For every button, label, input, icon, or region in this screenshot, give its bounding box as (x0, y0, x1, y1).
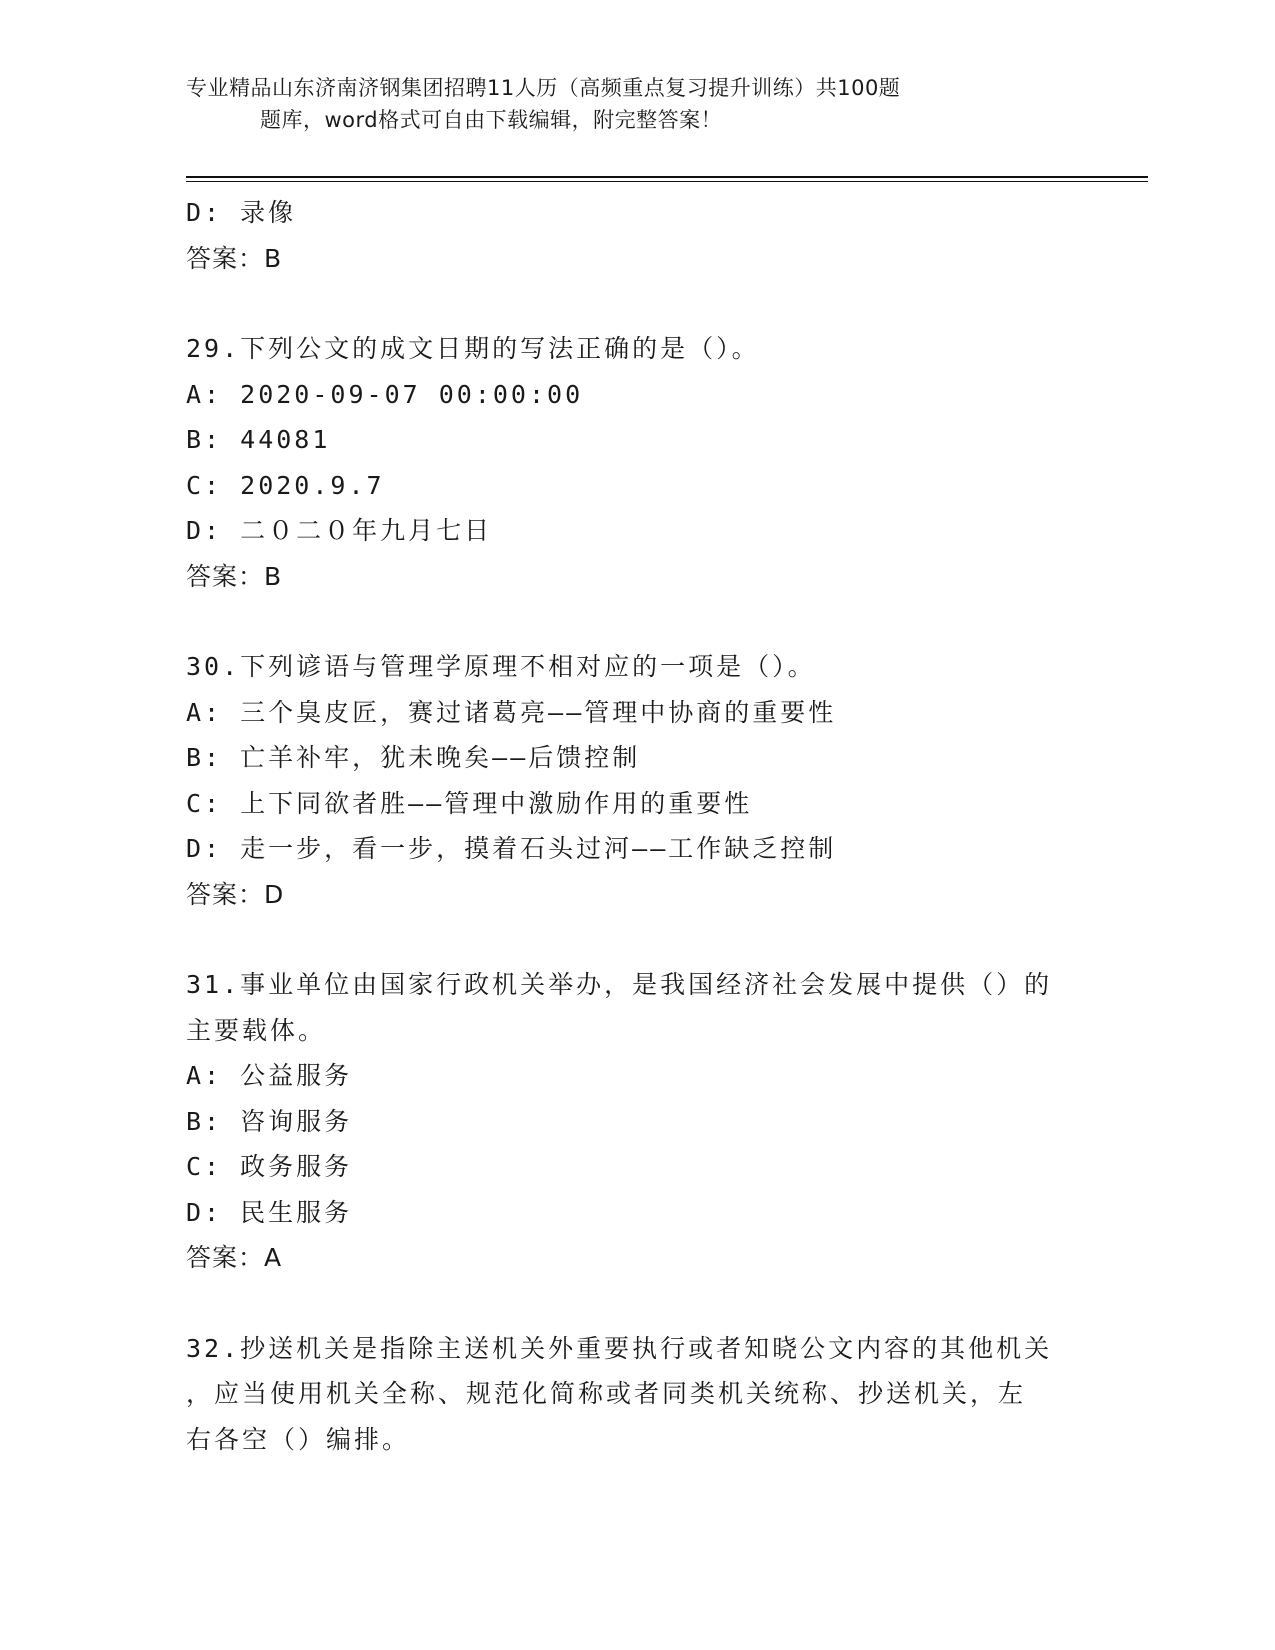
option-c: C: 政务服务 (186, 1152, 353, 1181)
header-title-line2: 题库，word格式可自由下载编辑，附完整答案！ (260, 108, 723, 132)
option-c: C: 2020.9.7 (186, 470, 385, 500)
question-31 (186, 962, 1086, 1281)
prev-option-d: D: 录像 (186, 198, 297, 227)
header-title-line1: 专业精品山东济南济钢集团招聘11人历（高频重点复习提升训练）共100题 (186, 76, 901, 100)
header-rule-thick (186, 176, 1148, 178)
question-stem-line2: ，应当使用机关全称、规范化简称或者同类机关统称、抄送机关，左 (186, 1379, 1027, 1408)
question-29 (186, 326, 1086, 599)
question-30 (186, 644, 1086, 917)
question-stem-line3: 右各空（）编排。 (186, 1424, 411, 1454)
option-d: D: 民生服务 (186, 1197, 353, 1227)
answer: 答案：A (186, 1243, 283, 1272)
option-a: A: 2020-09-07 00:00:00 (186, 379, 584, 409)
option-b: B: 亡羊补牢，犹未晚矣——后馈控制 (186, 743, 641, 772)
header-rule-thin (186, 181, 1148, 182)
answer: 答案：D (186, 879, 285, 909)
answer: 答案：B (186, 561, 283, 591)
spacer (186, 1281, 1086, 1326)
document-header (186, 72, 1056, 136)
spacer (186, 281, 1086, 326)
question-stem: 30.下列谚语与管理学原理不相对应的一项是（）。 (186, 652, 816, 681)
question-content (186, 190, 1086, 1462)
spacer (186, 599, 1086, 644)
option-a: A: 三个臭皮匠，赛过诸葛亮——管理中协商的重要性 (186, 697, 837, 727)
option-b: B: 44081 (186, 425, 331, 454)
option-c: C: 上下同欲者胜——管理中激励作用的重要性 (186, 788, 753, 818)
question-stem: 29.下列公文的成文日期的写法正确的是（）。 (186, 334, 760, 363)
prev-answer: 答案：B (186, 243, 283, 273)
question-32 (186, 1326, 1086, 1463)
option-d: D: 二０二０年九月七日 (186, 516, 493, 545)
option-b: B: 咨询服务 (186, 1106, 353, 1136)
option-d: D: 走一步，看一步，摸着石头过河——工作缺乏控制 (186, 834, 837, 863)
option-a: A: 公益服务 (186, 1061, 353, 1090)
question-stem-line1: 31.事业单位由国家行政机关举办，是我国经济社会发展中提供（）的 (186, 970, 1053, 999)
spacer (186, 917, 1086, 962)
question-stem-line1: 32.抄送机关是指除主送机关外重要执行或者知晓公文内容的其他机关 (186, 1333, 1053, 1363)
question-stem-line2: 主要载体。 (186, 1015, 327, 1045)
